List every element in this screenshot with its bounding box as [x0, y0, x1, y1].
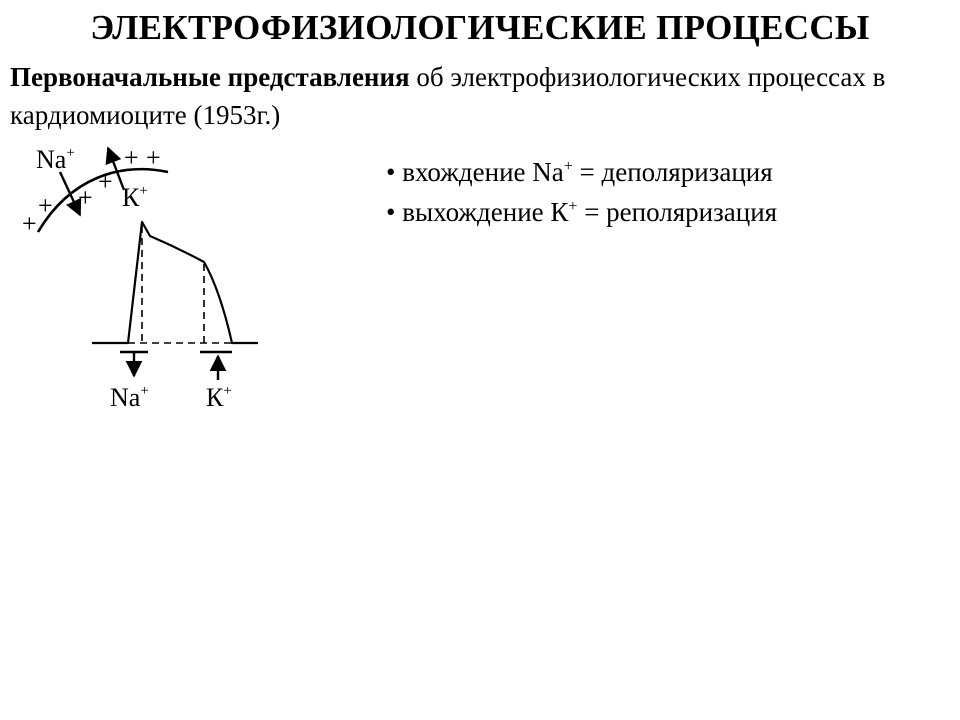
charge-plus: +	[124, 143, 139, 172]
charge-plus: +	[98, 167, 113, 196]
cardiomyocyte-diagram	[0, 140, 300, 430]
membrane-na-label: Na+	[36, 145, 75, 174]
slide-title: ЭЛЕКТРОФИЗИОЛОГИЧЕСКИЕ ПРОЦЕССЫ	[90, 8, 870, 47]
na-influx-arrow	[60, 172, 80, 215]
charge-plus: +	[146, 143, 161, 172]
charge-plus: +	[78, 183, 93, 212]
ap-na-label: Na+	[110, 383, 149, 412]
ap-k-label: К+	[206, 383, 232, 412]
charge-plus: +	[38, 191, 53, 220]
charge-plus: +	[22, 209, 37, 238]
action-potential-curve	[92, 222, 258, 343]
intro-bold: Первоначальные представления	[10, 62, 410, 92]
intro-rest: об электрофизиологических процессах в кардиомиоците (1953г.)	[10, 62, 886, 130]
bullet-list	[386, 152, 946, 232]
bullet-depolarization: • вхождение Na+ = деполяризация	[386, 157, 773, 187]
bullet-repolarization: • выхождение К+ = реполяризация	[386, 197, 778, 227]
membrane-k-label: К+	[122, 183, 148, 212]
intro-text	[10, 58, 940, 134]
